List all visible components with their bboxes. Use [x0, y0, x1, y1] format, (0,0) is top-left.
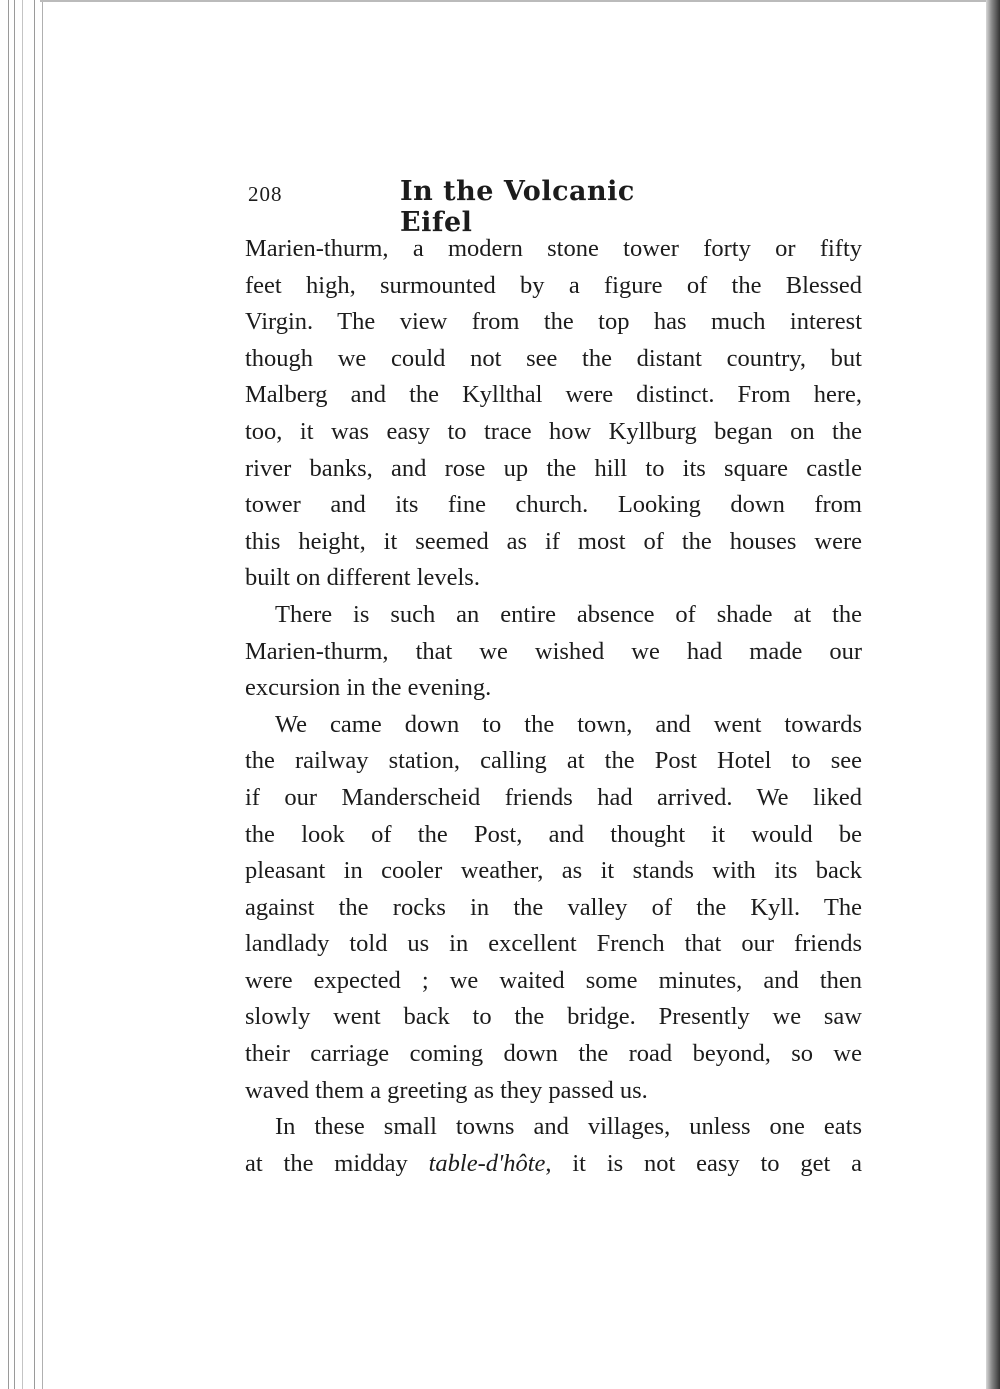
text-line: In these small towns and villages, unless one eats — [275, 1113, 862, 1141]
text-line: slowly went back to the bridge. Presently we saw — [245, 1003, 862, 1031]
page-right-edge — [986, 0, 1000, 1389]
text-line: though we could not see the distant country, but — [245, 344, 862, 372]
text-line: Virgin. The view from the top has much interest — [245, 308, 862, 336]
text-line: landlady told us in excellent French that our friends — [245, 930, 862, 958]
text-line: waved them a greeting as they passed us. — [245, 1076, 648, 1104]
binding-line — [34, 0, 35, 1389]
text-segment: at the midday — [245, 1149, 429, 1177]
text-line: pleasant in cooler weather, as it stands with its back — [245, 857, 862, 885]
text-line: excursion in the evening. — [245, 674, 492, 702]
binding-line — [22, 0, 23, 1389]
text-line: Malberg and the Kyllthal were distinct. From here, — [245, 381, 862, 409]
body-text — [245, 231, 862, 1182]
text-line: river banks, and rose up the hill to its square castle — [245, 454, 862, 482]
text-line: Marien-thurm, a modern stone tower forty or fifty — [245, 235, 862, 262]
running-title: In the Volcanic Eifel — [400, 176, 635, 238]
italic-phrase: table-d'hôte — [428, 1149, 546, 1177]
text-line: Marien-thurm, that we wished we had made our — [245, 637, 862, 665]
binding-line — [42, 0, 43, 1389]
text-line: their carriage coming down the road beyond, so we — [245, 1040, 862, 1068]
text-line: built on different levels. — [245, 564, 480, 592]
text-line: feet high, surmounted by a figure of the Blessed — [245, 271, 862, 299]
text-line: the railway station, calling at the Post Hotel to see — [245, 747, 862, 775]
text-line: the look of the Post, and thought it would be — [245, 820, 862, 848]
text-line: this height, it seemed as if most of the houses were — [245, 527, 862, 555]
text-line: We came down to the town, and went towards — [275, 710, 862, 738]
text-segment: , it is not easy to get a — [545, 1149, 862, 1177]
text-line: were expected ; we waited some minutes, and then — [245, 966, 862, 994]
text-line: too, it was easy to trace how Kyllburg began on the — [245, 417, 862, 445]
page-header — [248, 176, 708, 238]
binding-line — [8, 0, 9, 1389]
page-top-edge — [40, 0, 986, 2]
text-line: against the rocks in the valley of the Kyll. The — [245, 893, 862, 921]
text-line: There is such an entire absence of shade at the — [275, 600, 862, 628]
text-line — [245, 1146, 862, 1183]
binding-line — [14, 0, 15, 1389]
page-number: 208 — [248, 182, 283, 206]
text-line: if our Manderscheid friends had arrived. We liked — [245, 783, 862, 811]
text-line: tower and its fine church. Looking down from — [245, 491, 862, 519]
